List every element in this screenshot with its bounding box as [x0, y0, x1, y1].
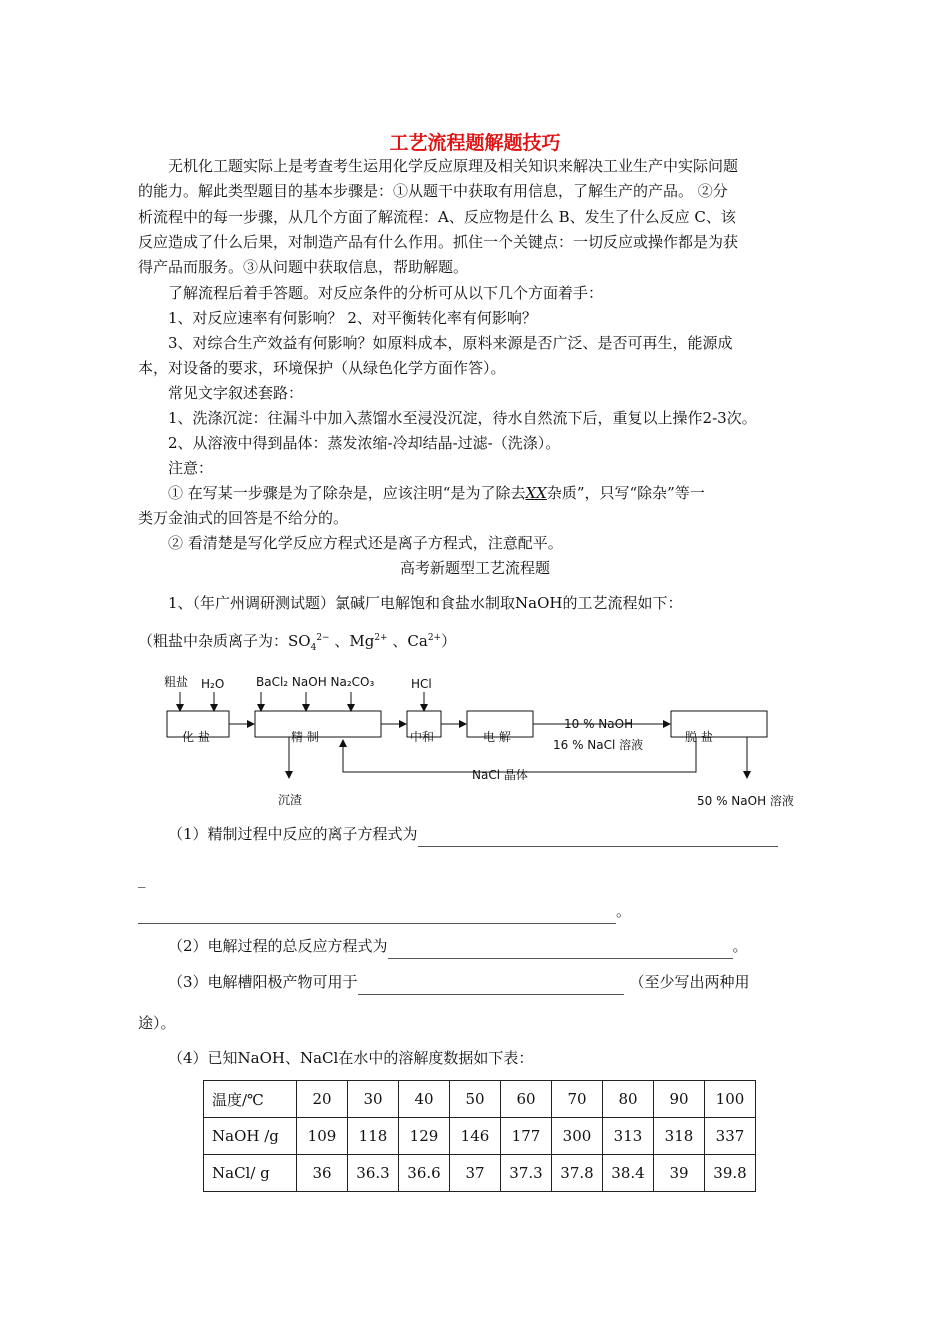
page-title: 工艺流程题解题技巧: [389, 132, 561, 154]
solubility-table: [203, 1080, 756, 1192]
answer-blank-2[interactable]: [388, 940, 733, 959]
box-electrolysis-label: 电 解: [483, 730, 511, 744]
question-1-part-4: （4）已知NaOH、NaCl在水中的溶解度数据如下表：: [168, 1049, 534, 1067]
note-heading: 注意：: [168, 459, 214, 477]
condition-intro: 了解流程后着手答题。对反应条件的分析可从以下几个方面着手：: [168, 284, 604, 302]
routine-2: 2、从溶液中得到晶体：蒸发浓缩-冷却结晶-过滤-（洗涤）。: [168, 434, 561, 452]
question-1-part-3: （3）电解槽阳极产物可用于 （至少写出两种用: [168, 970, 750, 995]
concentration-naoh: 10 % NaOH: [564, 717, 634, 731]
answer-blank-dash: _: [138, 870, 146, 888]
input-reagents: BaCl₂ NaOH Na₂CO₃: [256, 675, 375, 689]
question-1: 1、（年广州调研测试题）氯碱厂电解饱和食盐水制取NaOH的工艺流程如下：: [168, 594, 683, 612]
concentration-nacl: 16 % NaCl 溶液: [553, 738, 644, 752]
answer-blank-1[interactable]: [418, 828, 778, 847]
section-title: 高考新题型工艺流程题: [399, 559, 550, 577]
process-flow-diagram: [150, 668, 830, 818]
box-dissolve-label: 化 盐: [182, 730, 210, 744]
note-2: ② 看清楚是写化学反应方程式还是离子方程式，注意配平。: [168, 534, 563, 552]
input-water: H₂O: [201, 677, 225, 691]
input-crude-salt: 粗盐: [164, 675, 189, 689]
answer-blank-3[interactable]: [358, 976, 624, 995]
question-1-part-1: （1）精制过程中反应的离子方程式为: [168, 822, 778, 847]
routine-1: 1、洗涤沉淀：往漏斗中加入蒸馏水至浸没沉淀，待水自然流下后，重复以上操作2-3次。: [168, 409, 757, 427]
input-hcl: HCl: [411, 677, 432, 691]
box-neutralize-label: 中和: [410, 730, 435, 744]
intro-line-2: 的能力。解此类型题目的基本步骤是：①从题干中获取有用信息，了解生产的产品。 ②分: [138, 182, 728, 200]
table-row: 温度/℃ 20 30 40 50 60 70 80 90 100: [204, 1081, 756, 1118]
intro-line-4: 反应造成了什么后果，对制造产品有什么作用。抓住一个关键点：一切反应或操作都是为获: [138, 233, 739, 251]
question-1-part-3-cont: 途）。: [138, 1014, 176, 1032]
box-refine-label: 精 制: [291, 730, 319, 744]
note-1: ① 在写某一步骤是为了除杂是，应该注明“是为了除去XX杂质”，只写“除杂”等一: [168, 484, 705, 502]
routine-heading: 常见文字叙述套路：: [168, 384, 304, 402]
item-3-line-1: 3、对综合生产效益有何影响？如原料成本，原料来源是否广泛、是否可再生，能源成: [168, 334, 733, 352]
answer-line-1b: 。: [138, 899, 631, 924]
table-row: NaCl/ g 36 36.3 36.6 37 37.3 37.8 38.4 39 39.8: [204, 1155, 756, 1192]
items-1-2: 1、对反应速率有何影响？ 2、对平衡转化率有何影响？: [168, 309, 537, 327]
box-desalt-label: 脱 盐: [685, 730, 713, 744]
output-residue: 沉渣: [278, 793, 303, 807]
item-3-line-2: 本，对设备的要求，环境保护（从绿色化学方面作答）。: [138, 359, 506, 377]
impurity-ions: （粗盐中杂质离子为：$SO_4^{2-}$ 、$Mg^{2+}$ 、$Ca^{2+}$）: [138, 632, 457, 653]
answer-blank-1b[interactable]: [138, 905, 616, 924]
table-row: NaOH /g 109 118 129 146 177 300 313 318 337: [204, 1118, 756, 1155]
note-1-cont: 类万金油式的回答是不给分的。: [138, 509, 349, 527]
return-nacl-crystal: NaCl 晶体: [472, 768, 528, 782]
question-1-part-2: （2）电解过程的总反应方程式为 。: [168, 934, 748, 959]
output-naoh-solution: 50 % NaOH 溶液: [697, 794, 794, 808]
intro-line-1: 无机化工题实际上是考查考生运用化学反应原理及相关知识来解决工业生产中实际问题: [168, 157, 739, 175]
intro-line-3: 析流程中的每一步骤，从几个方面了解流程：A、反应物是什么 B、发生了什么反应 C、该: [138, 208, 736, 226]
intro-line-5: 得产品而服务。③从问题中获取信息，帮助解题。: [138, 258, 469, 276]
